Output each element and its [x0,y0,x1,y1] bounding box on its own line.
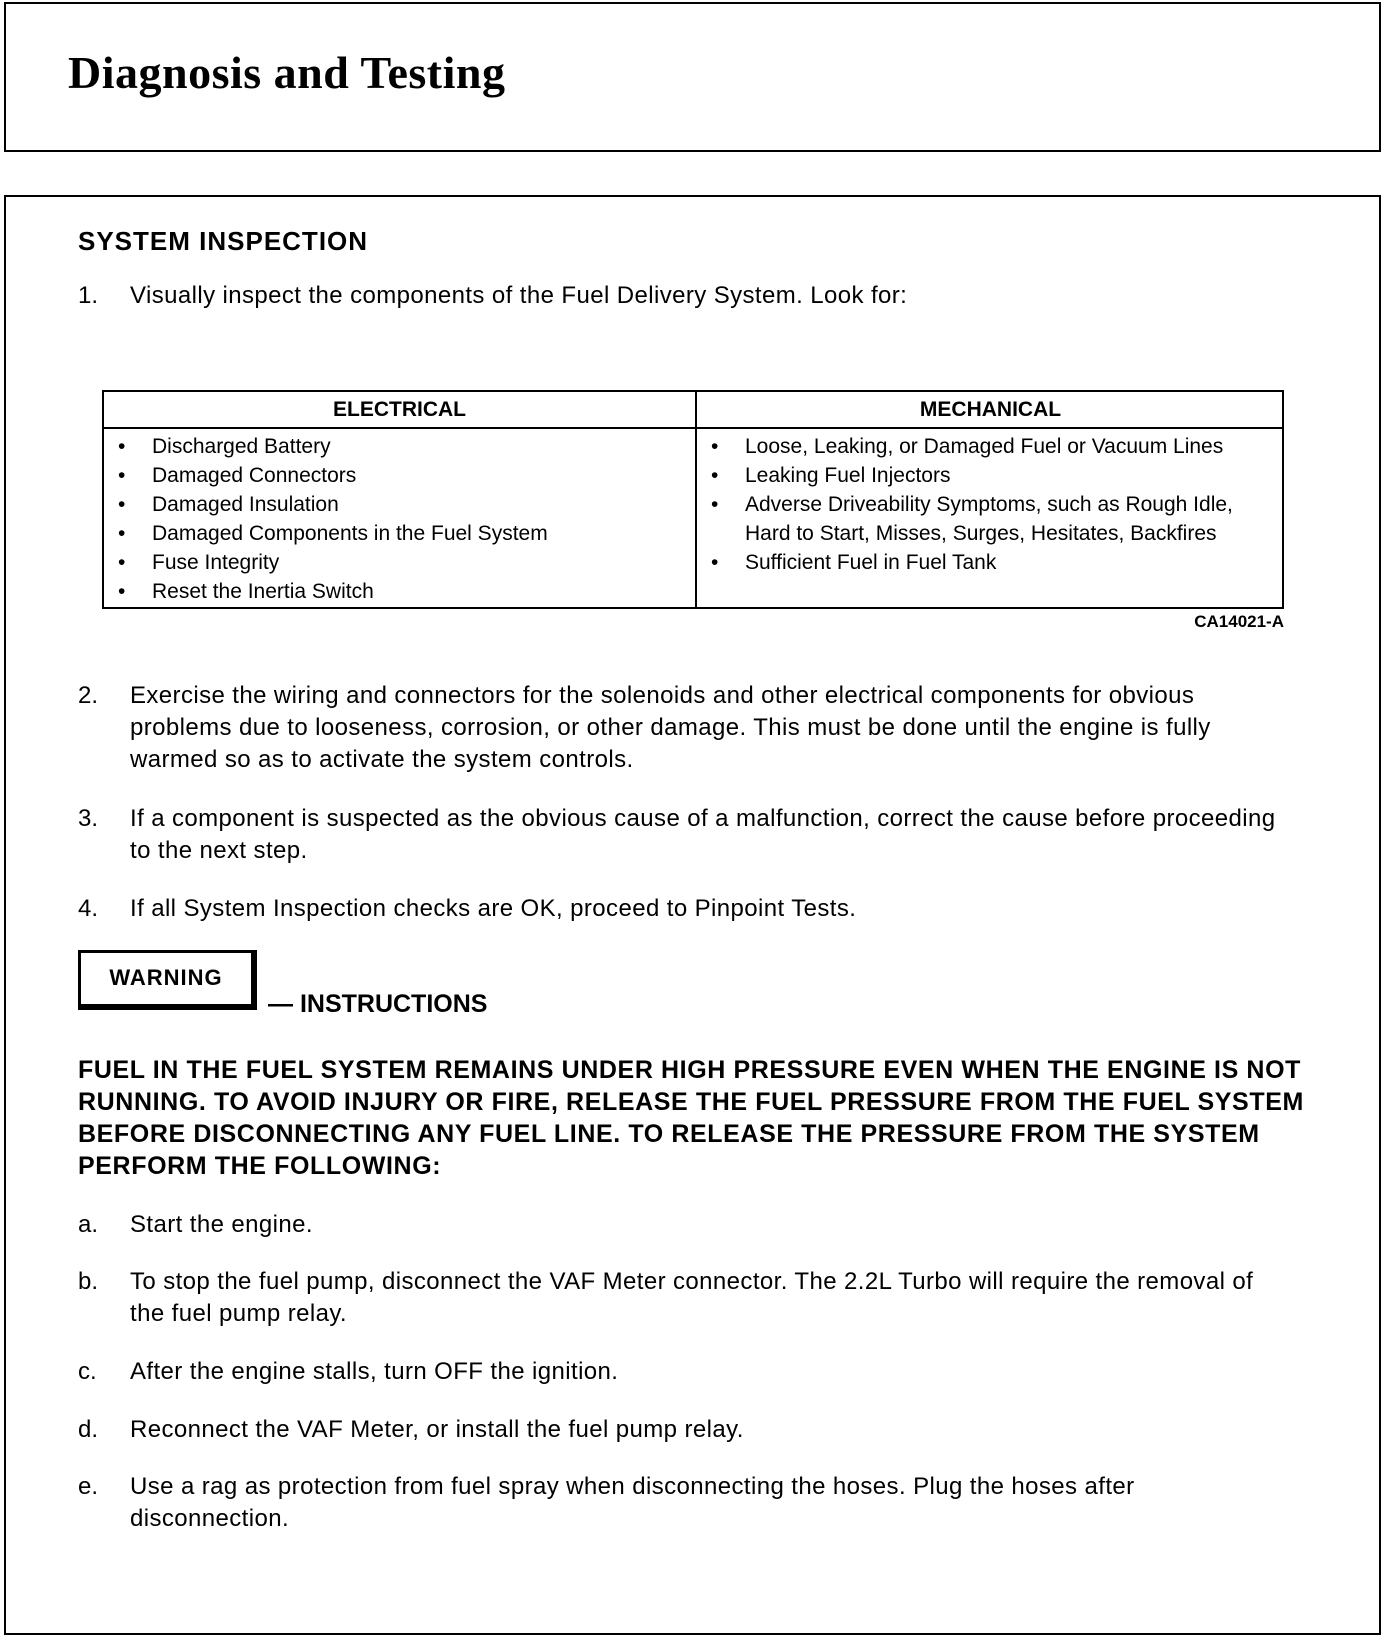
mechanical-list [709,432,1279,577]
warning-step-letter: d. [78,1416,99,1443]
warning-text: FUEL IN THE FUEL SYSTEM REMAINS UNDER HIGH PRESSURE EVEN WHEN THE ENGINE IS NOT RUNNING. TO AVOID INJURY OR FIRE, RELEASE THE FUEL PRESSURE FROM THE FUEL SYSTEM BEFORE DISCONNECTING ANY FUEL LINE. TO RELEASE THE PRESSURE FROM THE SYSTEM PERFORM THE FOLLOWING: [78,1056,1304,1180]
list-item: • Adverse Driveability Symptoms, such as Rough Idle, Hard to Start, Misses, Surges, Hesitates, Backfires [709,490,1279,548]
warning-label-box: WARNING [78,950,257,1010]
section-heading: SYSTEM INSPECTION [78,226,369,256]
step-text: Exercise the wiring and connectors for the solenoids and other electrical components for obvious problems due to looseness, corrosion, or other damage. This must be done until the engine is fully warmed so as to activate the system controls. [130,682,1211,773]
list-item: • Reset the Inertia Switch [116,577,686,606]
warning-step-text: Start the engine. [130,1211,313,1238]
list-item: • Loose, Leaking, or Damaged Fuel or Vacuum Lines [709,432,1279,461]
electrical-list [116,432,686,606]
step-number: 4. [78,895,99,922]
list-item: • Leaking Fuel Injectors [709,461,1279,490]
warning-step-letter: a. [78,1211,99,1238]
figure-table [102,390,1284,609]
step-text: Visually inspect the components of the Fuel Delivery System. Look for: [130,282,908,309]
step-text: If all System Inspection checks are OK, proceed to Pinpoint Tests. [130,895,857,922]
warning-step-text: To stop the fuel pump, disconnect the VAF Meter connector. The 2.2L Turbo will require the removal of the fuel pump relay. [130,1268,1254,1327]
column-header-electrical: ELECTRICAL [333,398,466,421]
warning-step-text: Reconnect the VAF Meter, or install the fuel pump relay. [130,1416,744,1443]
column-divider [695,392,697,607]
warning-step-letter: c. [78,1358,97,1385]
warning-step-text: After the engine stalls, turn OFF the ignition. [130,1358,619,1385]
column-header-mechanical: MECHANICAL [919,398,1062,421]
step-text: If a component is suspected as the obvious cause of a malfunction, correct the cause before proceeding to the next step. [130,805,1276,864]
list-item: • Damaged Connectors [116,461,686,490]
warning-step-text: Use a rag as protection from fuel spray when disconnecting the hoses. Plug the hoses after disconnection. [130,1473,1135,1532]
warning-suffix: — INSTRUCTIONS [268,990,488,1018]
list-item: • Discharged Battery [116,432,686,461]
list-item: • Sufficient Fuel in Fuel Tank [709,548,1279,577]
step-number: 2. [78,682,99,709]
list-item: • Damaged Insulation [116,490,686,519]
step-number: 1. [78,282,99,309]
list-item: • Damaged Components in the Fuel System [116,519,686,548]
step-number: 3. [78,805,99,832]
page-title: Diagnosis and Testing [68,47,506,98]
figure-id: CA14021-A [1194,612,1284,631]
warning-step-letter: b. [78,1268,99,1295]
warning-step-letter: e. [78,1473,99,1500]
list-item: • Fuse Integrity [116,548,686,577]
header-divider [104,427,1282,429]
